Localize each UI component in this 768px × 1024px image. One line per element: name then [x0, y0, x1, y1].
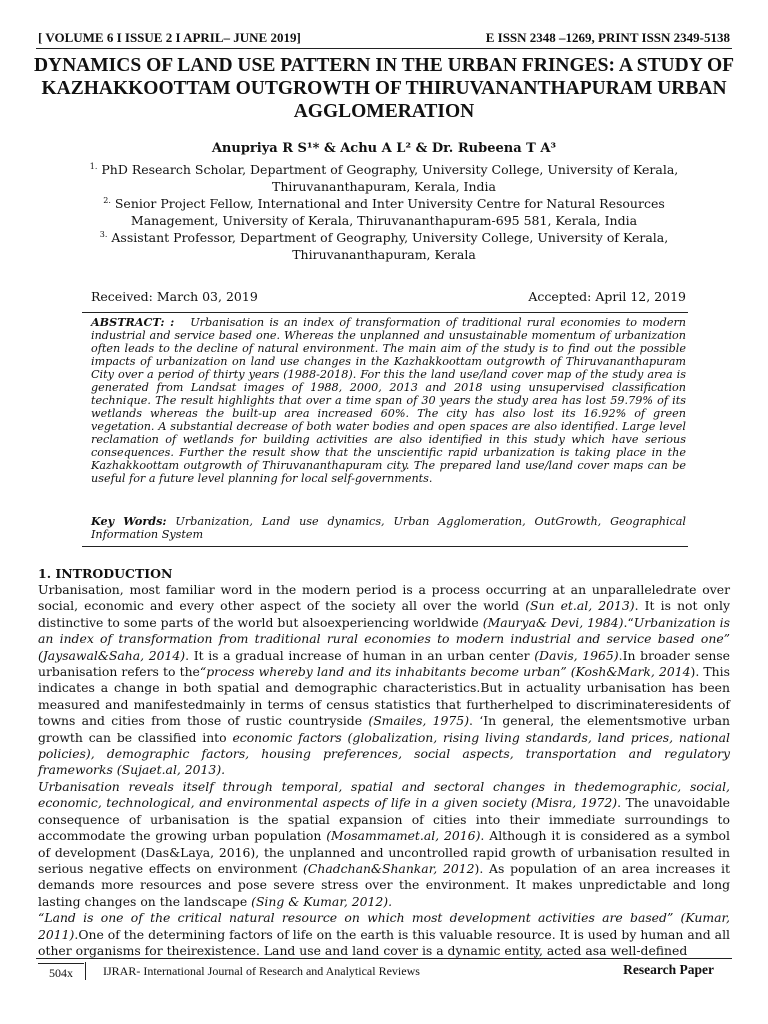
text-run: . It is not only distinctive to some parts of the world but alsoexperiencing worldwide [38, 598, 730, 630]
text-run: ). This indicates a change in both spatial and demographic characteristics.But in actuality urbanisation has been measured and manifestedmainly in terms of census statistics that furtherhelped to discriminateresidents of towns and cities from those of rustic countryside [38, 664, 730, 729]
running-head-issn: E ISSN 2348 –1269, PRINT ISSN 2349-5138 [485, 30, 730, 45]
text-run: .In broader sense urbanisation refers to the [38, 647, 730, 680]
citation-run: (Sing & Kumar, 2012). [251, 893, 393, 909]
keywords-label: Key Words: [91, 514, 167, 528]
text-run: . Although it is considered as a symbol of development (Das&Laya, 2016), the unplanned and uncontrolled rapid growth of urbanisation resulted in serious negative effects on environment [38, 828, 730, 876]
abstract-text: Urbanisation is an index of transformation of traditional rural economies to modern industrial and service based one. Whereas the unplanned and unsustainable momentum of urbanization often leads to the decline of natural environment. The main aim of the study is to find out the possible impacts of urbanization on land use changes in the Kazhakkoottam outgrowth of Thiruvananthapuram City over a period of thirty years (1988-2018). For this the land use/land cover map of the study area is generated from Landsat images of 1988, 2000, 2013 and 2018 using unsupervised classification technique. The result highlights that over a time span of 30 years the study area has lost 59.79% of its wetlands whereas the built-up area increased 60%. The city has also lost its 16.92% of green vegetation. A substantial decrease of both water bodies and open spaces are also identified. Large level reclamation of wetlands for building activities are also identified in this study which have serious consequences. Further the result show that the unscientific rapid urbanization is taking place in the Kazhakkoottam outgrowth of Thiruvananthapuram city. The prepared land use/land cover maps can be useful for a future level planning for local self-governments. [91, 316, 686, 485]
keywords-text: Urbanization, Land use dynamics, Urban Agglomeration, OutGrowth, Geographical Information System [91, 515, 687, 541]
text-run: . It is a gradual increase of human in an urban center [185, 647, 535, 663]
citation-run: (Davis, 1965) [534, 647, 619, 663]
paper-type: Research Paper [623, 962, 714, 977]
paragraph-1 [38, 582, 730, 779]
affiliation-3-text: Assistant Professor, Department of Geography, University College, University of Kerala, Thiruvananthapuram, Kerala [111, 230, 669, 263]
page-number: 504x [38, 963, 84, 981]
author-list: Anupriya R S¹* & Achu A L² & Dr. Rubeena T A³ [211, 141, 557, 156]
affiliation-3 [60, 226, 708, 263]
citation-run: (Sun et.al, 2013) [525, 598, 635, 614]
affiliation-1 [60, 158, 708, 195]
citation-run: (Maurya& Devi, 1984) [482, 614, 624, 630]
received-date: Received: March 03, 2019 [91, 289, 258, 304]
introduction-body [38, 582, 730, 959]
citation-run: “Land is one of the critical natural resource on which most development activities are based” (Kumar, 2011) [38, 910, 730, 942]
citation-run: Urbanisation reveals itself through temporal, spatial and sectoral changes in thedemographic, social, economic, technological, and environmental aspects of life in a given society (Misra, 1972) [38, 778, 730, 811]
running-head-volume: [ VOLUME 6 I ISSUE 2 I APRIL– JUNE 2019] [38, 30, 301, 45]
accepted-date: Accepted: April 12, 2019 [528, 289, 686, 304]
citation-run: (Mosammamet.al, 2016) [326, 828, 481, 844]
abstract-label: ABSTRACT: : [91, 315, 175, 329]
citation-run: (Kosh&Mark, 2014 [570, 664, 691, 680]
text-run: . The unavoidable consequence of urbanisation is the spatial expansion of cities into their immediate surroundings to accommodate the growing urban population [38, 795, 731, 844]
submission-dates [91, 289, 686, 304]
affiliation-1-mark: 1. [89, 162, 98, 171]
footer-separator [85, 962, 86, 980]
citation-run: “process whereby land and its inhabitants become urban” [199, 664, 567, 680]
citation-run: economic factors (globalization, rising living standards, land prices, national policies), demographic factors, housing preferences, social aspects, transportation and regulatory frameworks (Sujaet.al, 2013). [38, 729, 730, 778]
text-run: .“ [623, 614, 634, 630]
section-heading: 1. INTRODUCTION [38, 566, 173, 581]
affiliation-1-text: PhD Research Scholar, Department of Geography, University College, University of Kerala, Thiruvananthapuram, Kerala, India [101, 162, 679, 195]
text-run: Urbanisation, most familiar word in the modern period is a process occurring at an unparalleledrate over social, economic and every other aspect of the society all over the world [38, 582, 730, 614]
text-run: ). As population of an area increases it demands more resources and pose severe stress over the environment. It makes unpredictable and long lasting changes on the landscape [38, 860, 730, 909]
citation-run: (Smailes, 1975) [368, 713, 470, 729]
keywords [91, 515, 686, 541]
text-run: . ‘In general, the elementsmotive urban growth can be classified into [38, 713, 730, 745]
affiliation-2-mark: 2. [103, 196, 111, 205]
affiliation-3-mark: 3. [99, 230, 108, 239]
affiliation-2-text: Senior Project Fellow, International and Inter University Centre for Natural Resources Management, University of Kerala, Thiruvananthapuram-695 581, Kerala, India [114, 196, 665, 229]
journal-name: IJRAR- International Journal of Research and Analytical Reviews [103, 964, 420, 978]
header-rule [36, 48, 732, 49]
citation-run: Urbanization is an index of transformation from traditional rural economies to modern industrial and service based one” (Jaysawal&Saha, 2014) [38, 614, 730, 663]
citation-run: (Chadchan&Shankar, 2012 [303, 860, 475, 876]
running-head [38, 30, 730, 46]
paragraph-2 [38, 779, 730, 910]
paper-title: DYNAMICS OF LAND USE PATTERN IN THE URBAN FRINGES: A STUDY OF KAZHAKKOOTTAM OUTGROWTH OF THIRUVANANTHAPURAM URBAN AGGLOMERATION [33, 55, 735, 122]
affiliation-2 [60, 192, 708, 229]
abstract [91, 316, 686, 485]
paragraph-3 [38, 910, 730, 959]
footer-rule [36, 958, 732, 959]
text-run: .One of the determining factors of life on the earth is this valuable resource. It is used by human and all other organisms for theirexistence. Land use and land cover is a dynamic entity, acted asa well-defined [38, 926, 730, 958]
